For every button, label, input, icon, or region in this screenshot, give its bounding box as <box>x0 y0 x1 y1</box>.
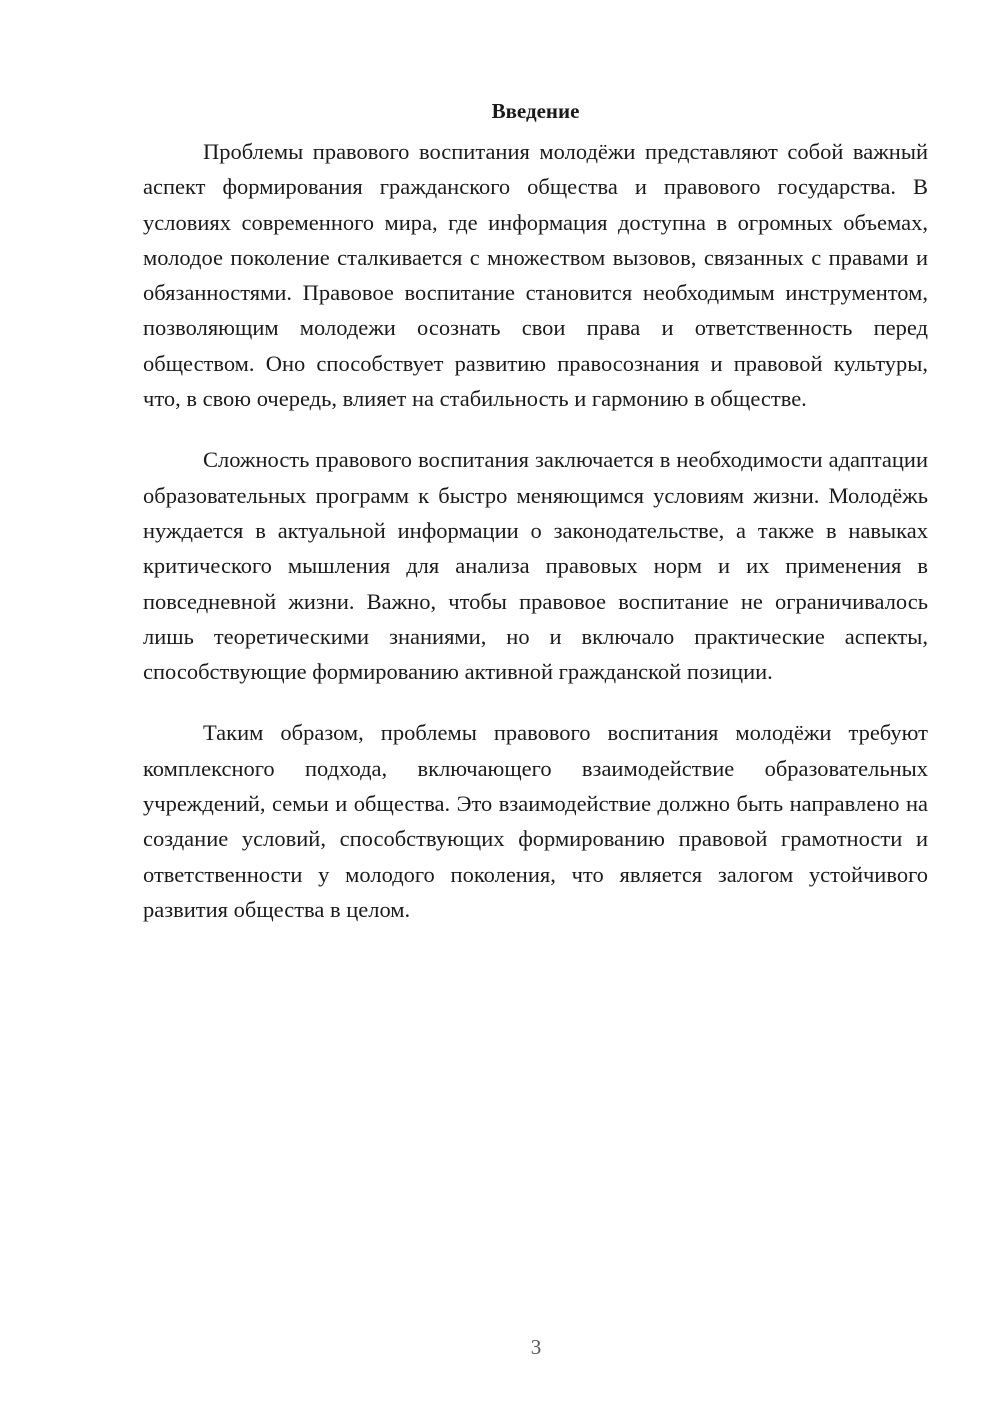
section-heading: Введение <box>491 99 580 123</box>
paragraph-1: Проблемы правового воспитания молодёжи представляют собой важный аспект формирования гражданского общества и правового государства. В условиях современного мира, где информация доступна в огромных объемах, молодое поколение сталкивается с множеством вызовов, связанных с правами и обязанностями. Правовое воспитание становится необходимым инструментом, позволяющим молодежи осознать свои права и ответственность перед обществом. Оно способствует развитию правосознания и правовой культуры, что, в свою очередь, влияет на стабильность и гармонию в обществе. <box>143 139 928 412</box>
paragraph-3: Таким образом, проблемы правового воспитания молодёжи требуют комплексного подхода, включающего взаимодействие образовательных учреждений, семьи и общества. Это взаимодействие должно быть направлено на создание условий, способствующих формированию правовой грамотности и ответственности у молодого поколения, что является залогом устойчивого развития общества в целом. <box>143 720 928 922</box>
paragraph-2: Сложность правового воспитания заключается в необходимости адаптации образовательных программ к быстро меняющимся условиям жизни. Молодёжь нуждается в актуальной информации о законодательстве, а также в навыках критического мышления для анализа правовых норм и их применения в повседневной жизни. Важно, чтобы правовое воспитание не ограничивалось лишь теоретическими знаниями, но и включало практические аспекты, способствующие формированию активной гражданской позиции. <box>143 447 928 685</box>
page-number: 3 <box>530 1335 542 1359</box>
page-content <box>143 96 928 953</box>
